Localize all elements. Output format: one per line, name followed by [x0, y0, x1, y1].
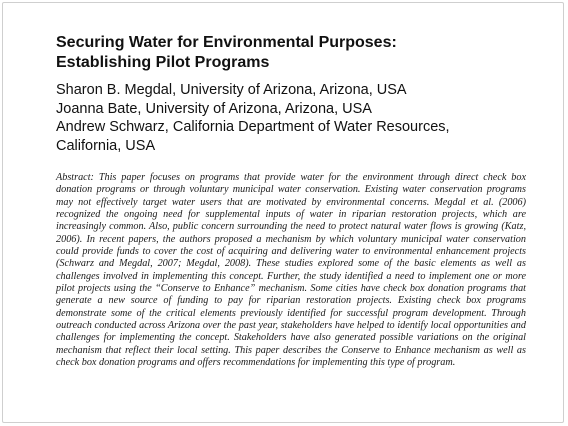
title-line: Establishing Pilot Programs — [56, 54, 270, 71]
author-line: Sharon B. Megdal, University of Arizona, Arizona, USA — [56, 82, 407, 98]
abstract-text: Abstract: This paper focuses on programs that provide water for the environment through direct check box donation programs or through voluntary municipal water conservation. Existing water conservation programs may not effectively target water users that are motivated by environmental concerns. Megdal et al. (2006) recognized the ongoing need for supplemental inputs of water in riparian restoration projects, which are increasingly common. Also, public concern surrounding the need to protect natural water flows is growing (Katz, 2006). In recent papers, the authors proposed a mechanism by which voluntary municipal water conservation could provide funds to cover the cost of acquiring and delivering water to environmental enhancement projects (Schwarz and Megdal, 2007; Megdal, 2008). These studies explored some of the basic elements as well as challenges involved in implementing this concept. Further, the study identified a need to implement one or more pilot projects using the “Conserve to Enhance” mechanism. Some cities have check box donation programs that generate a new source of funding to pay for riparian restoration projects. Existing check box programs demonstrate some of the critical elements previously identified for successful program development. Through outreach conducted across Arizona over the past year, stakeholders have helped to identify local opportunities and challenges for implementing the concept. Stakeholders have also generated possible variations on the original mechanism that reflect their local setting. This paper describes the Conserve to Enhance mechanism as well as check box donation programs and offers recommendations for implementing this type of program. — [56, 172, 526, 369]
author-line: Joanna Bate, University of Arizona, Arizona, USA — [56, 100, 372, 117]
author-line: Andrew Schwarz, California Department of Water Resources, — [56, 119, 450, 135]
paper-title — [56, 33, 526, 73]
paper-page — [56, 33, 526, 380]
title-line: Securing Water for Environmental Purposes: — [56, 34, 397, 51]
page-frame — [2, 2, 564, 423]
author-line: California, USA — [56, 137, 156, 154]
author-list — [56, 81, 526, 155]
